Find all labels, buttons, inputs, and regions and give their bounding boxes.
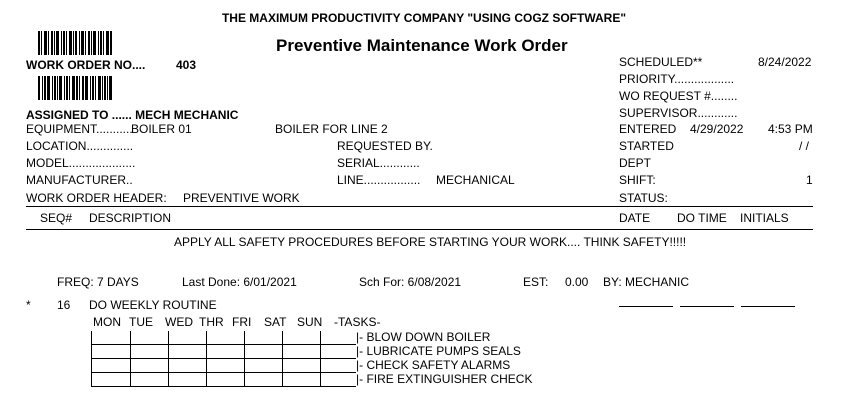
scheduled-date: 8/24/2022 [758,55,812,69]
task-label-2: |- LUBRICATE PUMPS SEALS [356,344,521,358]
scheduled-label: SCHEDULED** [619,55,703,69]
task-day-checkbox[interactable] [206,359,244,373]
task-day-checkbox[interactable] [168,331,206,345]
entered-date: 4/29/2022 [690,122,744,136]
task-day-checkbox[interactable] [91,345,130,359]
task-label-1: |- BLOW DOWN BOILER [356,330,491,344]
col-do-time: DO TIME [677,211,727,225]
col-seq: SEQ# [40,211,73,225]
started-label: STARTED [619,139,674,153]
estimate-label: EST: [523,275,549,289]
task-day-checkbox[interactable] [244,331,282,345]
task-day-checkbox[interactable] [91,331,130,345]
work-order-barcode [38,31,112,55]
task-day-checkbox[interactable] [168,345,206,359]
task-day-checkbox[interactable] [130,331,168,345]
task-day-checkbox[interactable] [206,373,244,387]
task-day-checkbox[interactable] [282,359,320,373]
initials-entry-line[interactable] [741,306,795,307]
task-day-checkbox[interactable] [168,359,206,373]
performed-by: BY: MECHANIC [603,275,690,289]
day-tue: TUE [129,315,153,329]
task-day-checkbox[interactable] [168,373,206,387]
page-title: Preventive Maintenance Work Order [276,36,568,55]
task-day-checkbox[interactable] [244,373,282,387]
shift-label: SHIFT: [619,173,656,187]
entered-time: 4:53 PM [768,122,813,136]
task-description: DO WEEKLY ROUTINE [89,298,217,312]
task-day-checkbox[interactable] [244,359,282,373]
task-day-checkbox[interactable] [206,331,244,345]
task-day-checkbox[interactable] [244,345,282,359]
wo-header-label: WORK ORDER HEADER: [26,191,167,205]
header-divider-bottom [26,229,813,230]
estimate-value: 0.00 [565,275,589,289]
do-time-entry-line[interactable] [680,306,734,307]
line-value: MECHANICAL [436,173,515,187]
task-day-checkbox[interactable] [91,359,130,373]
task-label-3: |- CHECK SAFETY ALARMS [356,358,511,372]
manufacturer-label: MANUFACTURER.. [26,173,133,187]
day-thr: THR [199,315,224,329]
task-day-checkbox[interactable] [130,345,168,359]
equipment-label: EQUIPMENT........... [26,122,133,136]
equipment-value: BOILER 01 [131,122,192,136]
dept-label: DEPT [619,156,652,170]
day-sat: SAT [264,315,287,329]
task-day-checkbox[interactable] [206,345,244,359]
model-label: MODEL.................... [26,156,136,170]
header-divider-top [26,206,813,207]
date-entry-line[interactable] [619,306,673,307]
wo-header-value: PREVENTIVE WORK [183,191,300,205]
work-order-number: 403 [176,58,197,72]
entered-label: ENTERED [619,122,677,136]
day-mon: MON [93,315,121,329]
task-day-checkbox[interactable] [91,373,130,387]
day-fri: FRI [232,315,252,329]
requested-by-label: REQUESTED BY. [337,139,433,153]
supervisor-label: SUPERVISOR............ [619,106,738,120]
serial-label: SERIAL............ [337,156,420,170]
wo-request-label: WO REQUEST #........ [619,89,738,103]
task-label-4: |- FIRE EXTINGUISHER CHECK [356,372,533,386]
task-day-checkbox[interactable] [320,331,356,345]
task-day-checkbox[interactable] [320,345,356,359]
task-day-checkbox[interactable] [130,373,168,387]
col-initials: INITIALS [740,211,789,225]
line-label: LINE................. [337,173,421,187]
task-day-checkbox[interactable] [282,345,320,359]
equipment-description: BOILER FOR LINE 2 [275,122,388,136]
scheduled-for: Sch For: 6/08/2021 [359,275,462,289]
frequency: FREQ: 7 DAYS [57,275,139,289]
task-day-checkbox[interactable] [282,331,320,345]
task-seq: 16 [57,298,71,312]
safety-note: APPLY ALL SAFETY PROCEDURES BEFORE STARTING YOUR WORK.... THINK SAFETY!!!!! [174,235,687,249]
assigned-to: ASSIGNED TO ...... MECH MECHANIC [26,108,239,122]
status-label: STATUS: [619,191,668,205]
priority-label: PRIORITY.................. [619,72,735,86]
col-date: DATE [619,211,651,225]
shift-value: 1 [806,173,813,187]
last-done: Last Done: 6/01/2021 [182,275,297,289]
tasks-header: -TASKS- [334,315,381,329]
work-order-label: WORK ORDER NO.... [26,58,146,72]
started-value: / / [799,139,810,153]
task-day-checkbox[interactable] [130,359,168,373]
task-day-checkbox[interactable] [320,359,356,373]
day-wed: WED [165,315,193,329]
col-description: DESCRIPTION [89,211,172,225]
task-marker: * [26,298,31,312]
task-day-checkbox[interactable] [320,373,356,387]
assignee-barcode [38,76,112,100]
day-sun: SUN [297,315,323,329]
company-line: THE MAXIMUM PRODUCTIVITY COMPANY "USING COGZ SOFTWARE" [221,11,627,25]
location-label: LOCATION.............. [26,139,134,153]
task-day-checkbox[interactable] [282,373,320,387]
